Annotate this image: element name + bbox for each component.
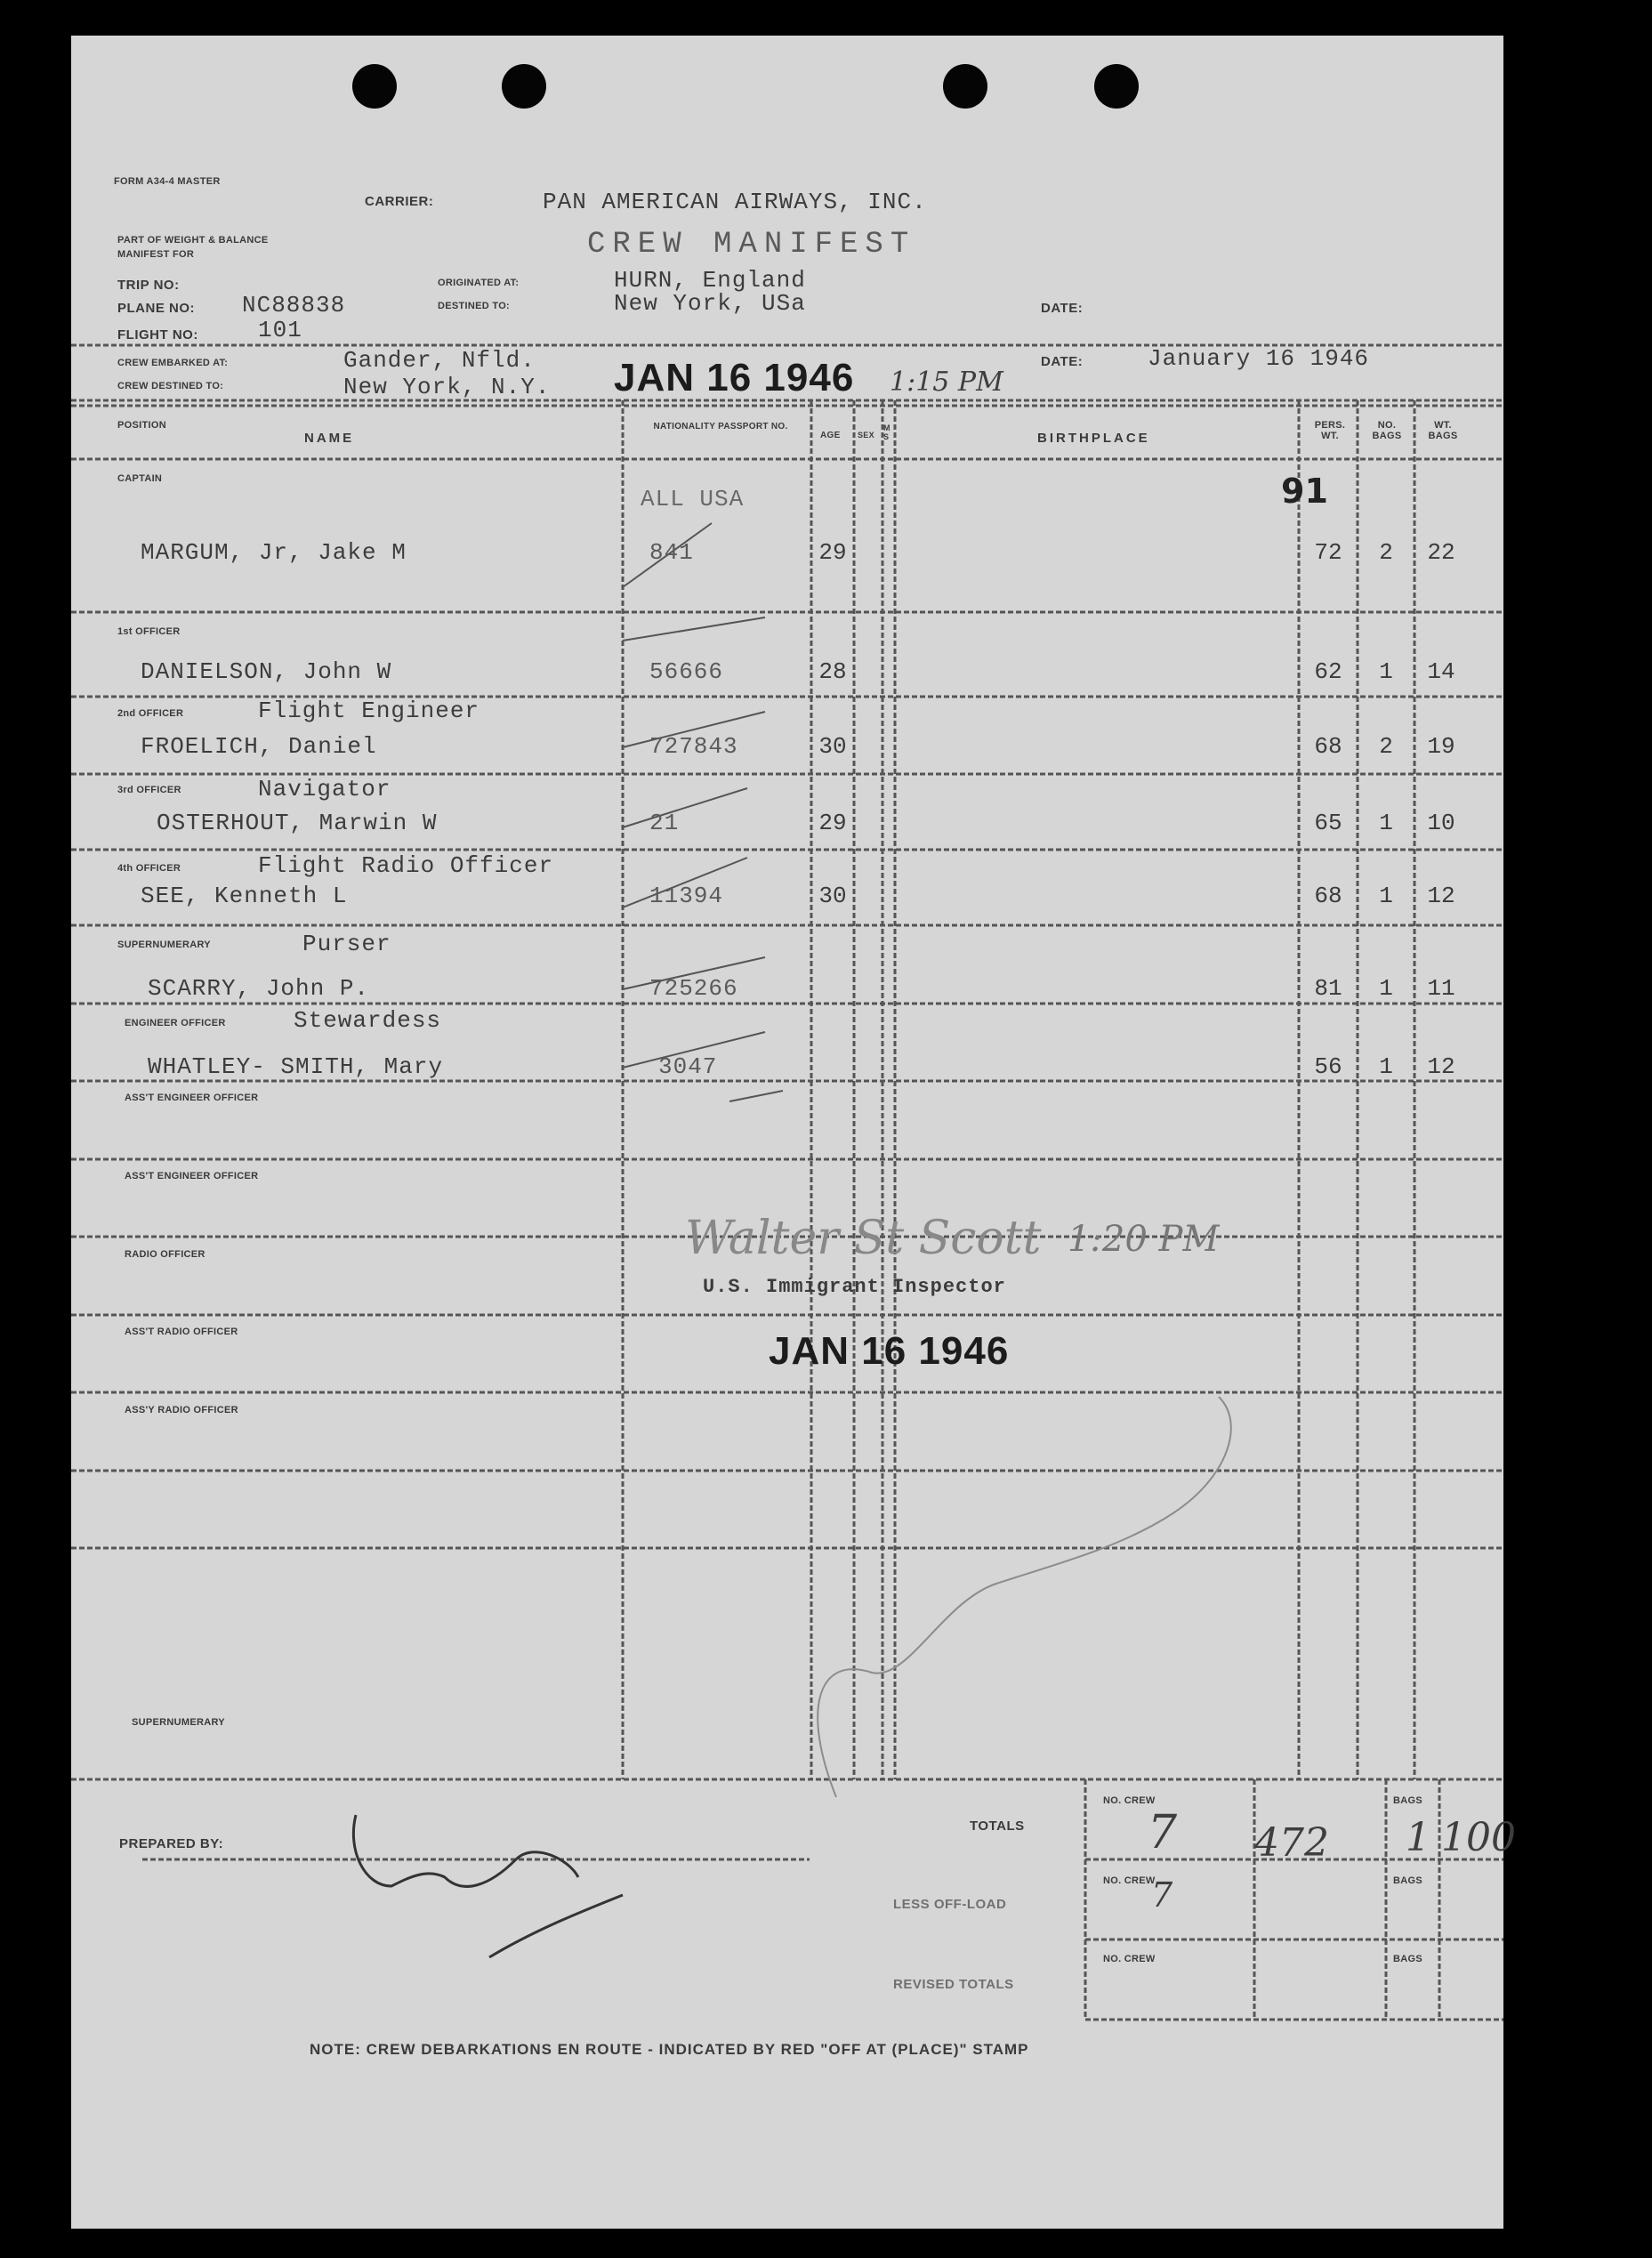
originated-value: HURN, England (614, 267, 806, 294)
destined-value: New York, USa (614, 290, 806, 317)
plane-label: PLANE NO: (117, 301, 195, 316)
wt-bags-cell: 14 (1427, 658, 1455, 685)
bags-label: BAGS (1393, 1954, 1422, 1964)
ms-header: M S (883, 423, 890, 441)
position-label: 4th OFFICER (117, 863, 181, 874)
passport-no: 841 (649, 539, 694, 566)
position-label: ENGINEER OFFICER (125, 1018, 226, 1028)
crew-name: OSTERHOUT, Marwin W (157, 810, 438, 836)
passport-no: 727843 (649, 733, 738, 760)
age-cell: 30 (818, 883, 847, 909)
position-label: 1st OFFICER (117, 626, 181, 637)
pers-wt-cell: 81 (1314, 975, 1342, 1002)
age-cell: 28 (818, 658, 847, 685)
no-bags-cell: 1 (1379, 658, 1393, 685)
bags-label: BAGS (1393, 1795, 1422, 1806)
revised-totals-label: REVISED TOTALS (893, 1977, 1014, 1992)
no-bags-cell: 1 (1379, 975, 1393, 1002)
wt-bags-cell: 10 (1427, 810, 1455, 836)
prepared-by-label: PREPARED BY: (119, 1836, 224, 1851)
position-label: SUPERNUMERARY (117, 939, 211, 950)
age-cell: 29 (818, 539, 847, 566)
total-weight: 472 (1254, 1820, 1329, 1866)
wt-bags-cell: 12 (1427, 883, 1455, 909)
footer-note: NOTE: CREW DEBARKATIONS EN ROUTE - INDICATED BY RED "OFF AT (PLACE)" STAMP (310, 2041, 1029, 2058)
position-label: ASS'T ENGINEER OFFICER (125, 1093, 259, 1103)
bags-label: BAGS (1393, 1875, 1422, 1886)
crew-name: SEE, Kenneth L (141, 883, 348, 909)
weight-balance-label: PART OF WEIGHT & BALANCE (117, 235, 269, 246)
total-bags: 1 (1406, 1815, 1430, 1860)
pers-wt-cell: 65 (1314, 810, 1342, 836)
wt-bags-cell: 22 (1427, 539, 1455, 566)
crew-destined-label: CREW DESTINED TO: (117, 381, 224, 391)
weight-balance-label-2: MANIFEST FOR (117, 249, 195, 260)
crew-name: WHATLEY- SMITH, Mary (148, 1053, 444, 1080)
age-header: AGE (820, 431, 841, 440)
position-typed: Navigator (258, 776, 391, 802)
no-bags-cell: 2 (1379, 733, 1393, 760)
date-stamp-top: JAN 16 1946 (614, 356, 855, 399)
no-bags-cell: 1 (1379, 883, 1393, 909)
carrier-value: PAN AMERICAN AIRWAYS, INC. (543, 189, 927, 215)
inspector-time: 1:20 PM (1068, 1219, 1220, 1260)
position-typed: Flight Engineer (258, 698, 480, 724)
passport-no: 725266 (649, 975, 738, 1002)
inspector-date-stamp: JAN 16 1946 (769, 1329, 1010, 1373)
manifest-grid (71, 36, 1503, 2229)
document-title: CREW MANIFEST (587, 228, 916, 262)
position-label: 2nd OFFICER (117, 708, 184, 719)
passport-no: 3047 (658, 1053, 718, 1080)
pers-wt-cell: 72 (1314, 539, 1342, 566)
trip-label: TRIP NO: (117, 278, 180, 293)
no-crew-label: NO. CREW (1103, 1875, 1156, 1886)
embarked-value: Gander, Nfld. (343, 347, 536, 374)
crew-destined-value: New York, N.Y. (343, 374, 551, 400)
nationality-header: NATIONALITY PASSPORT NO. (653, 422, 788, 431)
pers-wt-cell: 56 (1314, 1053, 1342, 1080)
form-number: FORM A34-4 MASTER (114, 176, 221, 187)
offload-crew: 7 (1151, 1875, 1173, 1915)
pers-wt-cell: 68 (1314, 733, 1342, 760)
position-label: ASS'Y RADIO OFFICER (125, 1405, 238, 1415)
inspector-title: U.S. Immigrant Inspector (703, 1276, 1006, 1298)
wt-bags-cell: 11 (1427, 975, 1455, 1002)
no-crew-label: NO. CREW (1103, 1795, 1156, 1806)
wt-bags-header: WT. BAGS (1428, 420, 1458, 441)
position-label: CAPTAIN (117, 473, 163, 484)
pers-wt-cell: 62 (1314, 658, 1342, 685)
position-typed: Flight Radio Officer (258, 852, 554, 879)
age-cell: 30 (818, 733, 847, 760)
passport-no: 11394 (649, 883, 724, 909)
wt-bags-cell: 19 (1427, 733, 1455, 760)
crew-name: MARGUM, Jr, Jake M (141, 539, 407, 566)
position-header: POSITION (117, 420, 166, 431)
no-crew-label: NO. CREW (1103, 1954, 1156, 1964)
crew-name: SCARRY, John P. (148, 975, 370, 1002)
pers-wt-cell: 68 (1314, 883, 1342, 909)
pers-wt-header: PERS. WT. (1314, 420, 1346, 441)
embarked-label: CREW EMBARKED AT: (117, 358, 229, 368)
plane-value: NC88838 (242, 292, 346, 319)
name-header: NAME (304, 431, 355, 446)
carrier-label: CARRIER: (365, 194, 434, 209)
sex-header: SEX (858, 431, 874, 440)
no-bags-cell: 1 (1379, 1053, 1393, 1080)
flight-label: FLIGHT NO: (117, 327, 198, 343)
total-bag-weight: 100 (1441, 1815, 1516, 1860)
note-number: 91 (1281, 472, 1328, 511)
passport-no: 21 (649, 810, 680, 836)
total-crew: 7 (1148, 1806, 1178, 1859)
no-bags-cell: 2 (1379, 539, 1393, 566)
totals-label: TOTALS (970, 1818, 1025, 1834)
passport-no: 56666 (649, 658, 724, 685)
originated-label: ORIGINATED AT: (438, 278, 520, 288)
age-cell: 29 (818, 810, 847, 836)
position-label: ASS'T RADIO OFFICER (125, 1327, 238, 1337)
date-label-top: DATE: (1041, 301, 1084, 316)
inspector-signature: Walter St Scott (685, 1212, 1042, 1265)
wt-bags-cell: 12 (1427, 1053, 1455, 1080)
stamp-time-top: 1:15 PM (890, 367, 1003, 398)
manifest-page (71, 36, 1516, 2229)
crew-name: FROELICH, Daniel (141, 733, 377, 760)
destined-label: DESTINED TO: (438, 301, 511, 311)
position-label: ASS'T ENGINEER OFFICER (125, 1171, 259, 1181)
flight-value: 101 (258, 317, 302, 343)
position-label: RADIO OFFICER (125, 1249, 205, 1260)
nationality-note: ALL USA (641, 486, 745, 512)
no-bags-cell: 1 (1379, 810, 1393, 836)
date-label: DATE: (1041, 354, 1084, 369)
position-typed: Purser (302, 931, 391, 957)
crew-name: DANIELSON, John W (141, 658, 392, 685)
position-label: 3rd OFFICER (117, 785, 181, 795)
less-offload-label: LESS OFF-LOAD (893, 1897, 1007, 1912)
no-bags-header: NO. BAGS (1372, 420, 1402, 441)
position-label: SUPERNUMERARY (132, 1717, 225, 1728)
position-typed: Stewardess (294, 1007, 442, 1034)
birthplace-header: BIRTHPLACE (1037, 431, 1150, 446)
date-value: January 16 1946 (1148, 345, 1370, 372)
